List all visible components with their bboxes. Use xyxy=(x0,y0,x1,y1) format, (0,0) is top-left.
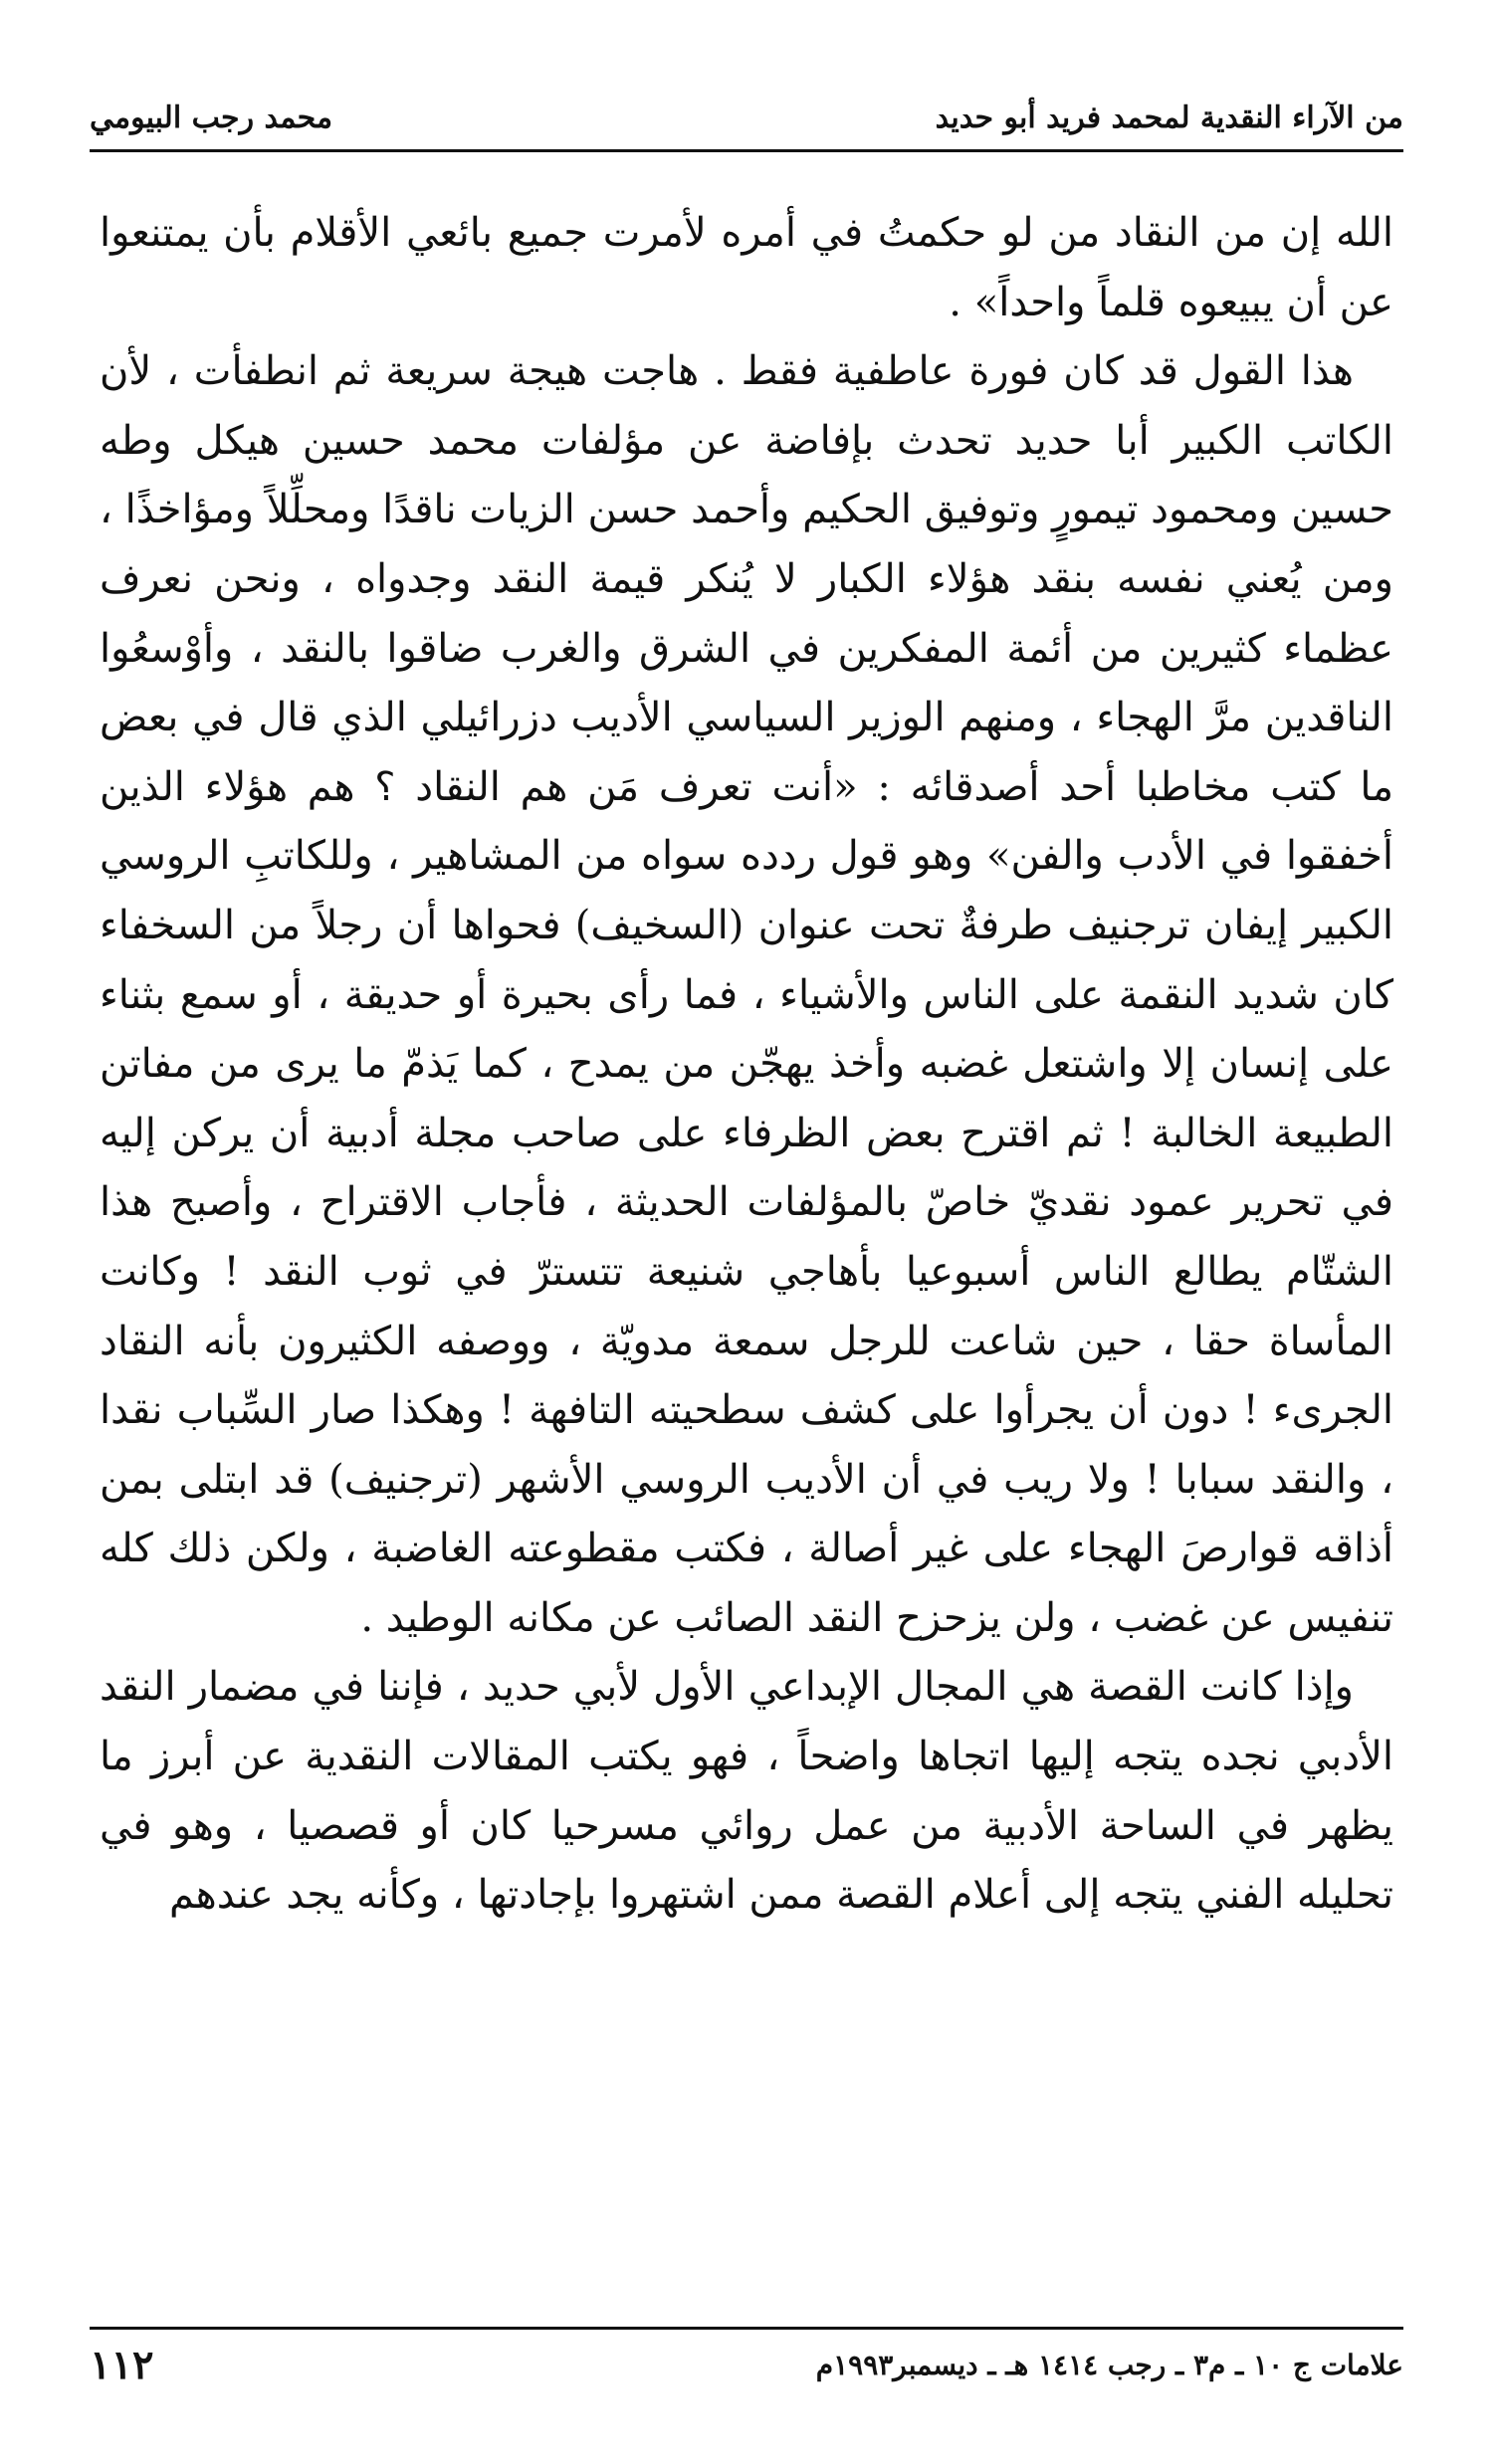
running-title: من الآراء النقدية لمحمد فريد أبو حديد xyxy=(935,100,1403,135)
journal-issue-info: علامات ج ١٠ ـ م٣ ـ رجب ١٤١٤ هـ ـ ديسمبر١٩٩٣م xyxy=(815,2348,1403,2381)
paragraph-1: الله إن من النقاد من لو حكمتُ في أمره لأمرت جميع بائعي الأقلام بأن يمتنعوا عن أن يبيعوه قلماً واحداً» . xyxy=(100,210,1393,325)
article-body xyxy=(100,199,1393,1931)
paragraph-3: وإذا كانت القصة هي المجال الإبداعي الأول لأبي حديد ، فإننا في مضمار النقد الأدبي نجده يتجه إليها اتجاها واضحاً ، فهو يكتب المقالات النقدية عن أبرز ما يظهر في الساحة الأدبية من عمل روائي مسرحيا كان أو قصصيا ، وهو في تحليله الفني يتجه إلى أعلام القصة ممن اشتهروا بإجادتها ، وكأنه يجد عندهم xyxy=(100,1664,1393,1919)
paragraph-2: هذا القول قد كان فورة عاطفية فقط . هاجت هيجة سريعة ثم انطفأت ، لأن الكاتب الكبير أبا حديد تحدث بإفاضة عن مؤلفات محمد حسين هيكل وطه حسين ومحمود تيمورٍ وتوفيق الحكيم وأحمد حسن الزيات ناقدًا ومحلِّلاً ومؤاخذًا ، ومن يُعني نفسه بنقد هؤلاء الكبار لا يُنكر قيمة النقد وجدواه ، ونحن نعرف عظماء كثيرين من أئمة المفكرين في الشرق والغرب ضاقوا بالنقد ، وأوْسعُوا الناقدين مرَّ الهجاء ، ومنهم الوزير السياسي الأديب دزرائيلي الذي قال في بعض ما كتب مخاطبا أحد أصدقائه : «أنت تعرف مَن هم النقاد ؟ هم هؤلاء الذين أخفقوا في الأدب والفن» وهو قول ردده سواه من المشاهير ، وللكاتبِ الروسي الكبير إيفان ترجنيف طرفةٌ تحت عنوان (السخيف) فحواها أن رجلاً من السخفاء كان شديد النقمة على الناس والأشياء ، فما رأى بحيرة أو حديقة ، أو سمع بثناء على إنسان إلا واشتعل غضبه وأخذ يهجّن من يمدح ، كما يَذمّ ما يرى من مفاتن الطبيعة الخالبة ! ثم اقترح بعض الظرفاء على صاحب مجلة أدبية أن يركن إليه في تحرير عمود نقديّ خاصّ بالمؤلفات الحديثة ، فأجاب الاقتراح ، وأصبح هذا الشتّام يطالع الناس أسبوعيا بأهاجي شنيعة تتسترّ في ثوب النقد ! وكانت المأساة حقا ، حين شاعت للرجل سمعة مدويّة ، ووصفه الكثيرون بأنه النقاد الجرىء ! دون أن يجرأوا على كشف سطحيته التافهة ! وهكذا صار السِّباب نقدا ، والنقد سبابا ! ولا ريب في أن الأديب الروسي الأشهر (ترجنيف) قد ابتلى بمن أذاقه قوارصَ الهجاء على غير أصالة ، فكتب مقطوعته الغاضبة ، ولكن ذلك كله تنفيس عن غضب ، ولن يزحزح النقد الصائب عن مكانه الوطيد . xyxy=(100,348,1393,1641)
running-author: محمد رجب البيومي xyxy=(90,100,333,135)
page-number: ١١٢ xyxy=(90,2341,154,2388)
footer-divider xyxy=(90,2327,1403,2330)
header-divider xyxy=(90,149,1403,152)
page-footer xyxy=(90,2335,1403,2394)
running-header xyxy=(90,88,1403,147)
